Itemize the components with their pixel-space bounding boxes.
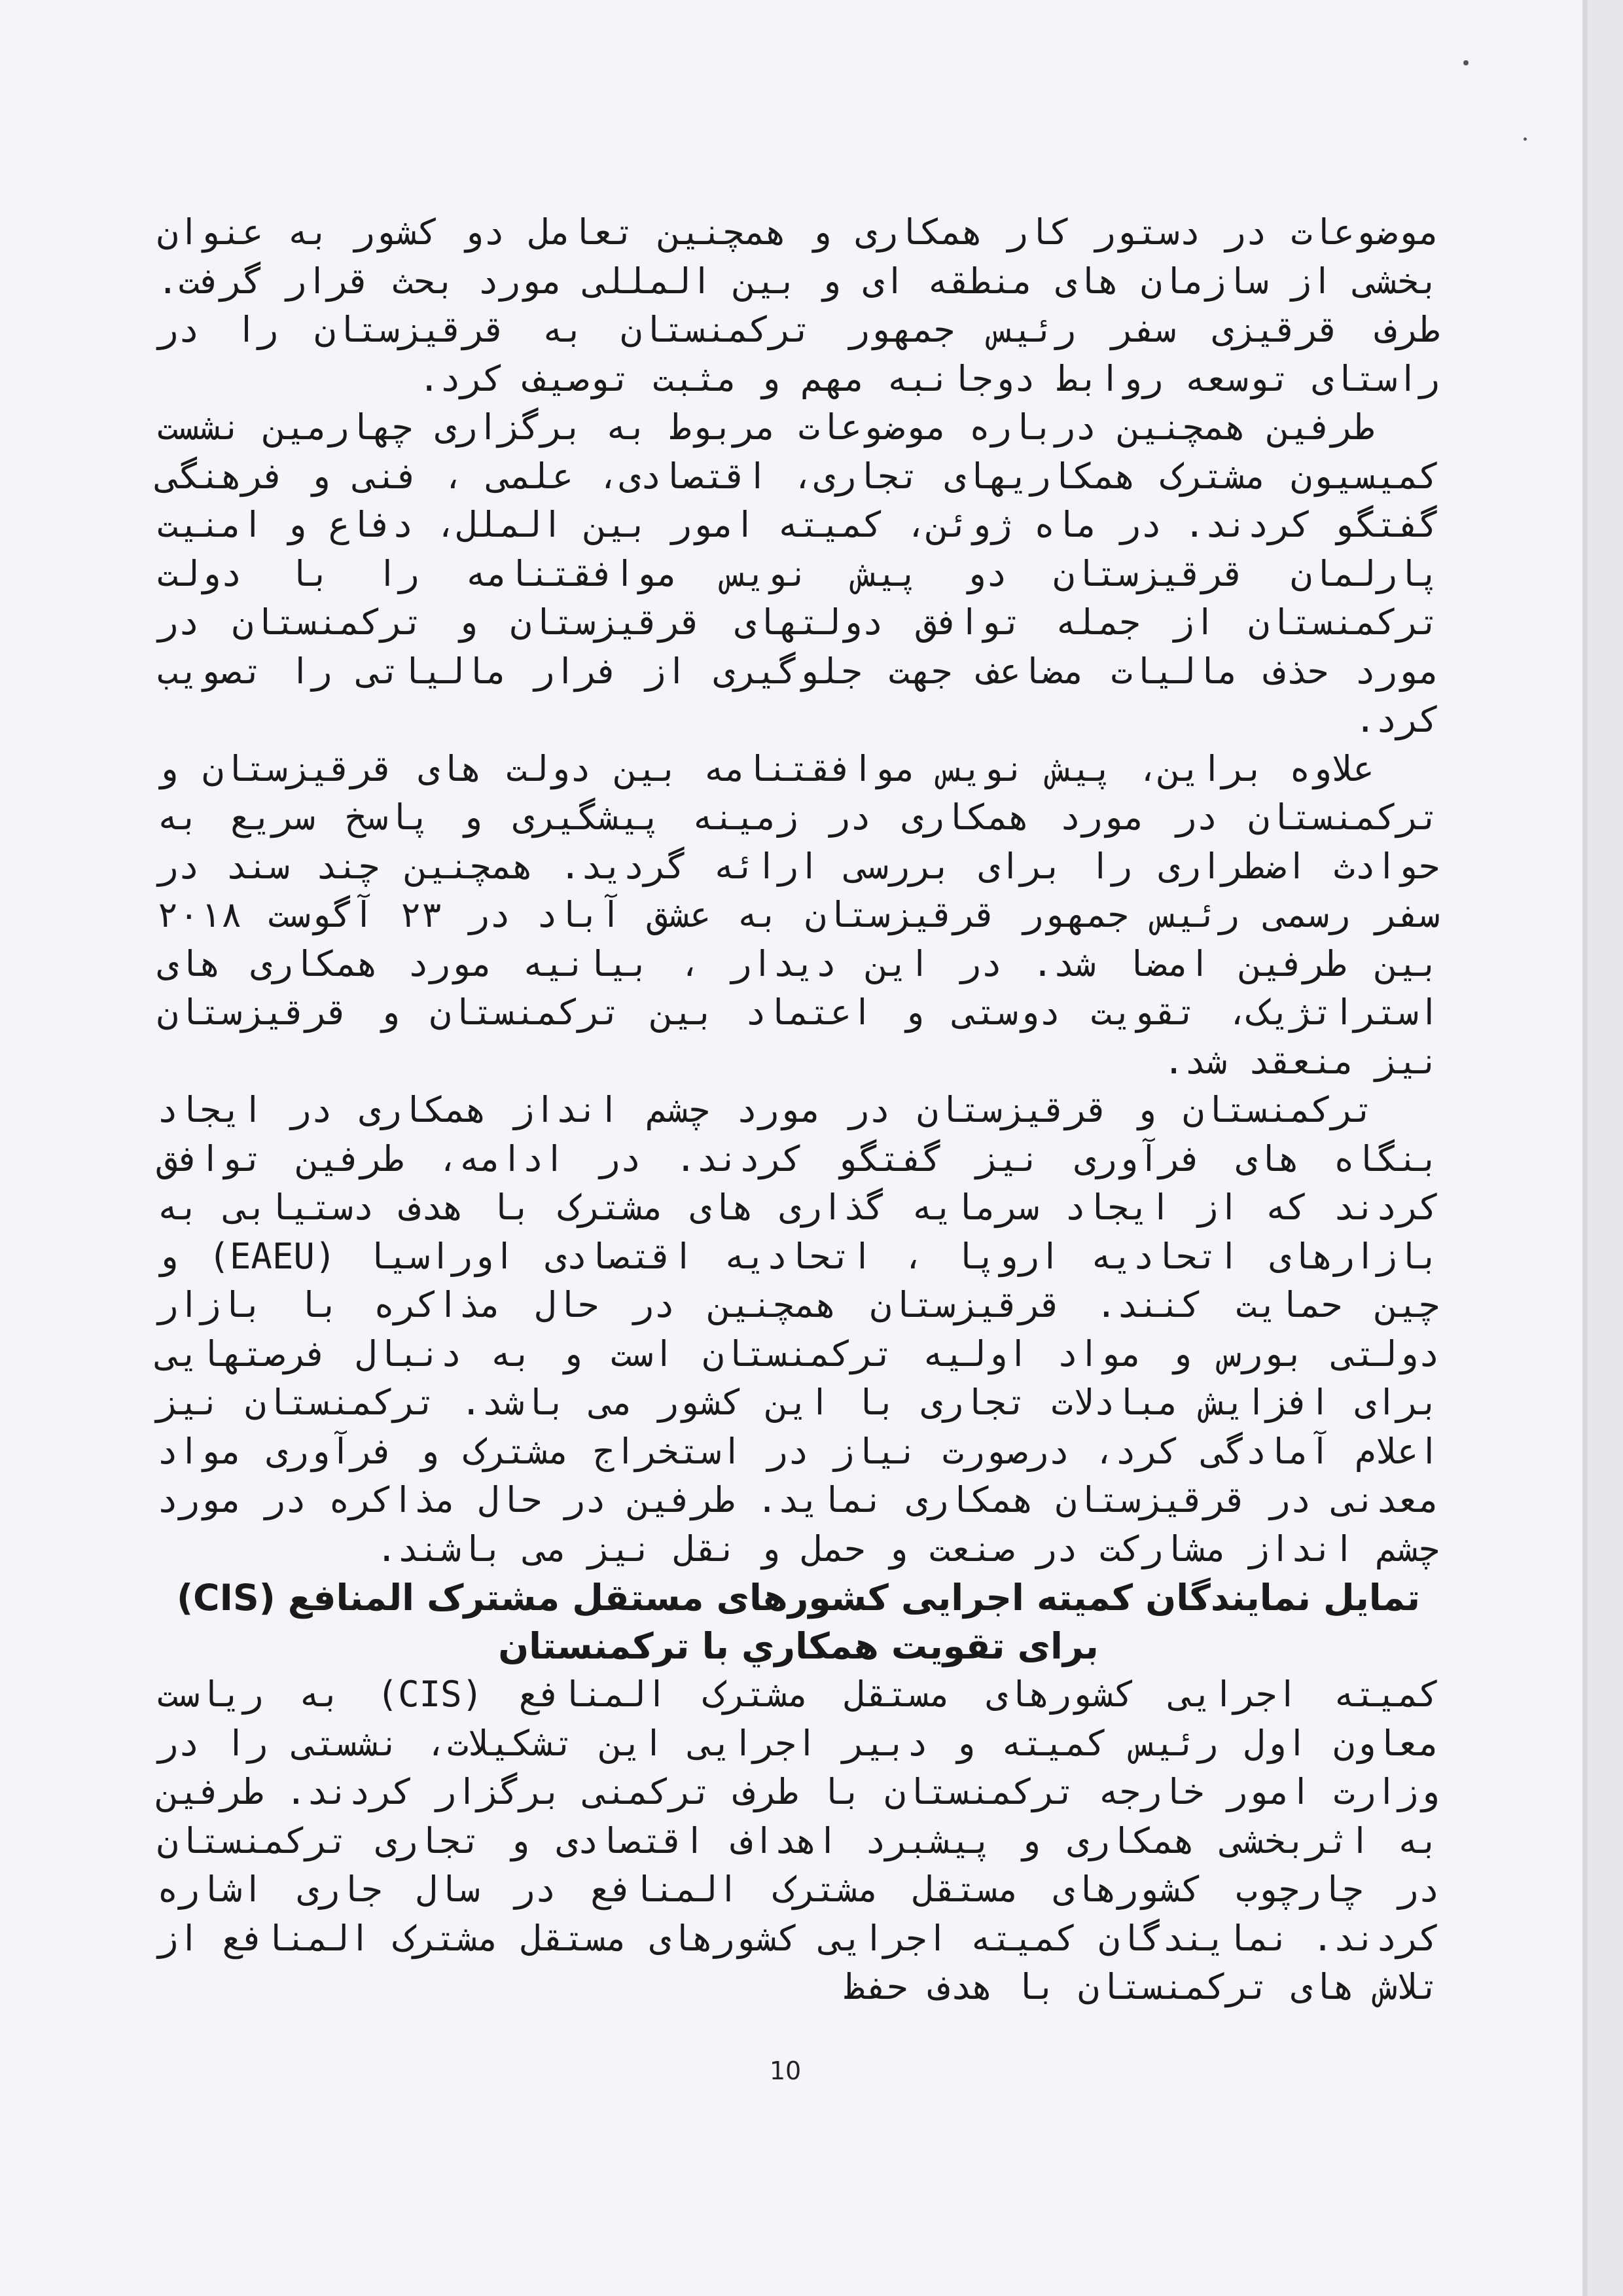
page-edge-shadow bbox=[1582, 0, 1588, 2296]
scan-speck bbox=[1463, 60, 1469, 65]
paragraph-3: علاوه براین، پیش نویس موافقتنامه بین دولت های قرقیزستان و ترکمنستان در مورد همکاری در زمینه پیشگیری و پاسخ سریع به حوادث اضطراری را برای بررسی ارائه گردید. همچنین چند سند در سفر رسمی رئیس جمهور قرقیزستان به عشق آباد در ۲۳ آگوست ۲۰۱۸ بین طرفین امضا شد. در این دیدار ، بیانیه مورد همکاری های استراتژیک، تقویت دوستی و اعتماد بین ترکمنستان و قرقیزستان نیز منعقد شد. bbox=[157, 747, 1440, 1082]
section-heading-line-2: برای تقویت همکاري با ترکمنستان bbox=[498, 1625, 1099, 1667]
scan-speck bbox=[1524, 137, 1527, 141]
paragraph-1: موضوعات در دستور کار همکاری و همچنین تعامل دو کشور به عنوان بخشی از سازمان های منطقه ای و بین المللی مورد بحث قرار گرفت. طرف قرقیزی سفر رئیس جمهور ترکمنستان به قرقیزستان را در راستای توسعه روابط دوجانبه مهم و مثبت توصیف کرد. bbox=[157, 211, 1440, 399]
page-number: 10 bbox=[769, 2056, 802, 2085]
document-body bbox=[157, 208, 1440, 2012]
paragraph-5: کمیته اجرایی کشورهای مستقل مشترک المنافع (CIS) به ریاست معاون اول رئیس کمیته و دبیر اجرایی این تشکیلات، نشستی را در وزارت امور خارجه ترکمنستان با طرف ترکمنی برگزار کردند. طرفین به اثربخشی همکاری و پیشبرد اهداف اقتصادی و تجاری ترکمنستان در چارچوب کشورهای مستقل مشترک المنافع در سال جاری اشاره کردند. نمایندگان کمیته اجرایی کشورهای مستقل مشترک المنافع از تلاش های ترکمنستان با هدف حفظ bbox=[157, 1674, 1440, 2007]
paragraph-4: ترکمنستان و قرقیزستان در مورد چشم انداز همکاری در ایجاد بنگاه های فرآوری نیز گفتگو کردند. در ادامه، طرفین توافق کردند که از ایجاد سرمایه گذاری های مشترک با هدف دستیابی به بازارهای اتحادیه اروپا ، اتحادیه اقتصادی اوراسیا (EAEU) و چین حمایت کنند. قرقیزستان همچنین در حال مذاکره با بازار دولتی بورس و مواد اولیه ترکمنستان است و به دنبال فرصتهایی برای افزایش مبادلات تجاری با این کشور می باشد. ترکمنستان نیز اعلام آمادگی کرد، درصورت نیاز در استخراج مشترک و فرآوری مواد معدنی در قرقیزستان همکاری نماید. طرفین در حال مذاکره در مورد چشم انداز مشارکت در صنعت و حمل و نقل نیز می باشند. bbox=[157, 1089, 1440, 1570]
paragraph-2: طرفین همچنین درباره موضوعات مربوط به برگزاری چهارمین نشست کمیسیون مشترک همکاریهای تجاری، اقتصادی، علمی ، فنی و فرهنگی گفتگو کردند. در ماه ژوئن، کمیته امور بین الملل، دفاع و امنیت پارلمان قرقیزستان دو پیش نویس موافقتنامه را با دولت ترکمنستان از جمله توافق دولتهای قرقیزستان و ترکمنستان در مورد حذف مالیات مضاعف جهت جلوگیری از فرار مالیاتی را تصویب کرد. bbox=[157, 406, 1440, 740]
section-heading-line-1: تمایل نمایندگان کمیته اجرایی کشورهای مستقل مشترک المنافع (CIS) bbox=[177, 1577, 1420, 1619]
